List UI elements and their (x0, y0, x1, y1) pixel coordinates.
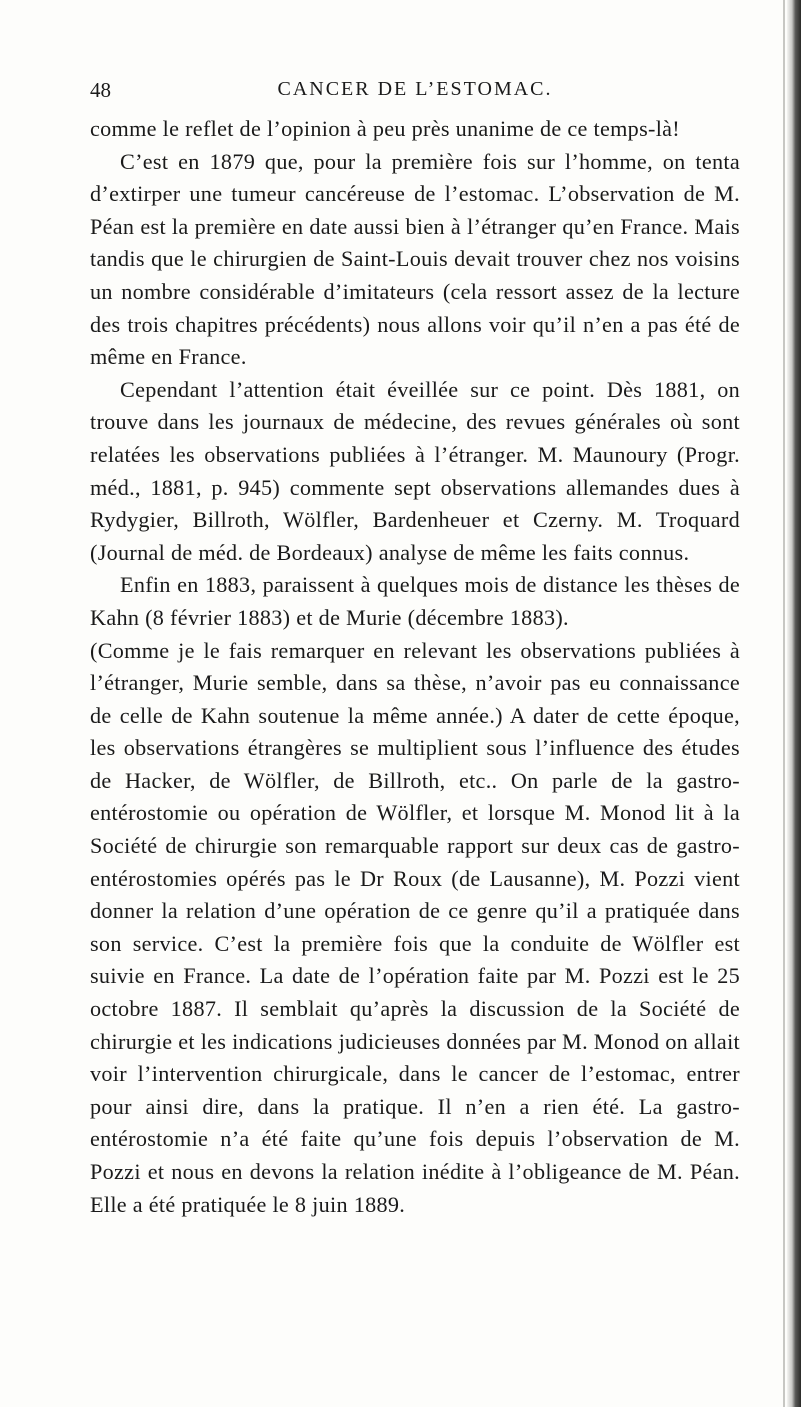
paragraph: Enfin en 1883, paraissent à quelques mois de distance les thèses de Kahn (8 février 1883) et de Murie (décembre 1883). (90, 572, 740, 630)
page-number: 48 (90, 78, 111, 102)
running-title: CANCER DE L’ESTOMAC. (277, 78, 553, 100)
body-text (90, 113, 740, 1221)
page-edge-shadow-line (783, 0, 785, 1407)
paragraph: C’est en 1879 que, pour la première fois sur l’homme, on tenta d’extirper une tumeur cancéreuse de l’estomac. L’observation de M. Péan est la première en date aussi bien à l’étranger qu’en France. Mais tandis que le chirurgien de Saint-Louis devait trouver chez nos voisins un nombre considérable d’imitateurs (cela ressort assez de la lecture des trois chapitres précédents) nous allons voir qu’il n’en a pas été de même en France. (90, 148, 740, 370)
paragraph: Cependant l’attention était éveillée sur ce point. Dès 1881, on trouve dans les journaux de médecine, des revues générales où sont relatées les observations publiées à l’étranger. M. Maunoury (Progr. méd., 1881, p. 945) commente sept observations allemandes dues à Rydygier, Billroth, Wölfler, Bardenheuer et Czerny. M. Troquard (Journal de méd. de Bordeaux) analyse de même les faits connus. (90, 376, 740, 565)
page-edge-shadow (787, 0, 801, 1407)
paragraph: (Comme je le fais remarquer en relevant les observations publiées à l’étranger, Murie semble, dans sa thèse, n’avoir pas eu connaissance de celle de Kahn soutenue la même année.) A dater de cette époque, les observations étrangères se multiplient sous l’influence des études de Hacker, de Wölfler, de Billroth, etc.. On parle de la gastro-entérostomie ou opération de Wölfler, et lorsque M. Monod lit à la Société de chirurgie son remarquable rapport sur deux cas de gastro-entérostomies opérés pas le Dr Roux (de Lausanne), M. Pozzi vient donner la relation d’une opération de ce genre qu’il a pratiquée dans son service. C’est la première fois que la conduite de Wölfler est suivie en France. La date de l’opération faite par M. Pozzi est le 25 octobre 1887. Il semblait qu’après la discussion de la Société de chirurgie et les indications judicieuses données par M. Monod on allait voir l’intervention chirurgicale, dans le cancer de l’estomac, entrer pour ainsi dire, dans la pratique. Il n’en a rien été. La gastro-entérostomie n’a été faite qu’une fois depuis l’observation de M. Pozzi et nous en devons la relation inédite à l’obligeance de M. Péan. Elle a été pratiquée le 8 juin 1889. (90, 637, 741, 1217)
paragraph: comme le reflet de l’opinion à peu près unanime de ce temps-là! (90, 116, 680, 141)
page-header (90, 78, 740, 108)
